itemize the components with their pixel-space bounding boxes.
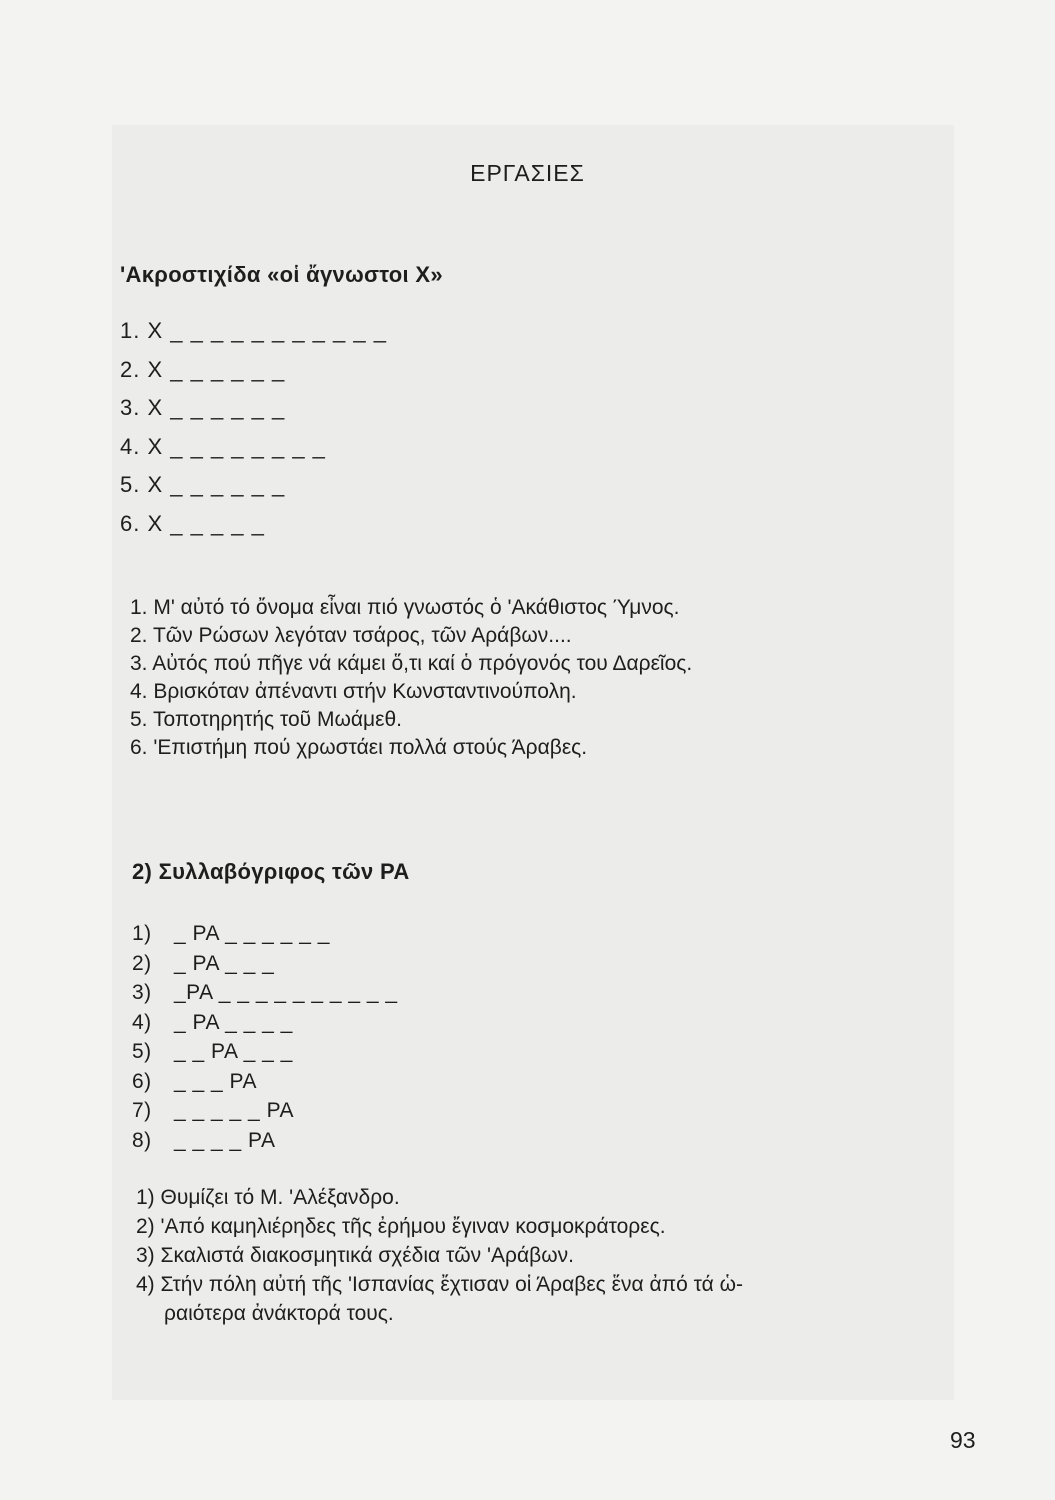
row-number: 5) [132, 1040, 152, 1063]
acrostic-row: 6. Χ _ _ _ _ _ [120, 510, 265, 536]
row-pattern: _ ΡΑ _ _ _ _ [174, 1010, 293, 1034]
syllable-clues [136, 1183, 743, 1328]
page-title: ΕΡΓΑΣΙΕΣ [470, 160, 585, 186]
row-pattern: _ _ ΡΑ _ _ _ [174, 1040, 293, 1063]
acrostic-row: 5. Χ _ _ _ _ _ _ [120, 472, 286, 497]
syllable-row [132, 922, 398, 952]
row-number: 4) [132, 1010, 152, 1034]
acrostic-row: 3. Χ _ _ _ _ _ _ [120, 395, 286, 420]
clue-item: 2) 'Από καμηλιέρηδες τῆς ἐρήμου ἔγιναν κοσμοκράτορες. [136, 1215, 666, 1238]
clue-item: 1. Μ' αὐτό τό ὄνομα εἶναι πιό γνωστός ὁ 'Ακάθιστος Ύμνος. [130, 596, 680, 619]
row-number: 2) [132, 951, 152, 975]
row-pattern: _ΡΑ _ _ _ _ _ _ _ _ _ _ [174, 981, 398, 1004]
clue-item: 3. Αὐτός πού πῆγε νά κάμει ὅ,τι καί ὁ πρόγονός του Δαρεῖος. [130, 652, 693, 675]
syllable-row [132, 981, 398, 1011]
syllable-row [132, 1040, 398, 1070]
clue-item: 6. 'Επιστήμη πού χρωστάει πολλά στούς Άραβες. [130, 736, 588, 759]
page-number: 93 [950, 1427, 976, 1453]
clue-item: 1) Θυμίζει τό Μ. 'Αλέξανδρο. [136, 1186, 400, 1209]
syllable-row [132, 1070, 398, 1100]
row-number: 8) [132, 1128, 152, 1152]
syllable-row [132, 952, 398, 982]
row-pattern: _ ΡΑ _ _ _ [174, 951, 275, 975]
row-pattern: _ _ _ ΡΑ [174, 1069, 257, 1093]
row-number: 3) [132, 981, 152, 1004]
clue-item: 2. Τῶν Ρώσων λεγόταν τσάρος, τῶν Αράβων.... [130, 624, 572, 647]
acrostic-clues [130, 594, 692, 762]
clue-continuation: ραιότερα ἀνάκτορά τους. [164, 1302, 394, 1325]
acrostic-row: 2. Χ _ _ _ _ _ _ [120, 356, 286, 382]
acrostic-row: 1. Χ _ _ _ _ _ _ _ _ _ _ _ [120, 318, 387, 343]
row-number: 1) [132, 922, 152, 945]
clue-item: 4. Βρισκόταν ἀπέναντι στήν Κωνσταντινούπολη. [130, 680, 577, 703]
row-number: 6) [132, 1069, 152, 1093]
acrostic-heading: 'Ακροστιχίδα «οἱ ἄγνωστοι Χ» [120, 262, 443, 287]
acrostic-grid [120, 318, 387, 549]
syllable-row [132, 1011, 398, 1041]
syllable-puzzle-heading: 2) Συλλαβόγριφος τῶν ΡΑ [132, 859, 410, 884]
row-pattern: _ ΡΑ _ _ _ _ _ _ [174, 922, 330, 945]
acrostic-row: 4. Χ _ _ _ _ _ _ _ _ [120, 433, 326, 459]
clue-item: 3) Σκαλιστά διακοσμητικά σχέδια τῶν 'Αράβων. [136, 1244, 574, 1267]
syllable-row [132, 1099, 398, 1129]
clue-item: 5. Τοποτηρητής τοῦ Μωάμεθ. [130, 708, 402, 731]
row-pattern: _ _ _ _ ΡΑ [174, 1128, 276, 1152]
clue-item: 4) Στήν πόλη αὐτή τῆς 'Ισπανίας ἔχτισαν οἱ Άραβες ἕνα ἀπό τά ὡ- [136, 1273, 743, 1296]
syllable-grid [132, 922, 398, 1158]
row-pattern: _ _ _ _ _ ΡΑ [174, 1099, 295, 1122]
syllable-row [132, 1129, 398, 1159]
row-number: 7) [132, 1099, 152, 1122]
